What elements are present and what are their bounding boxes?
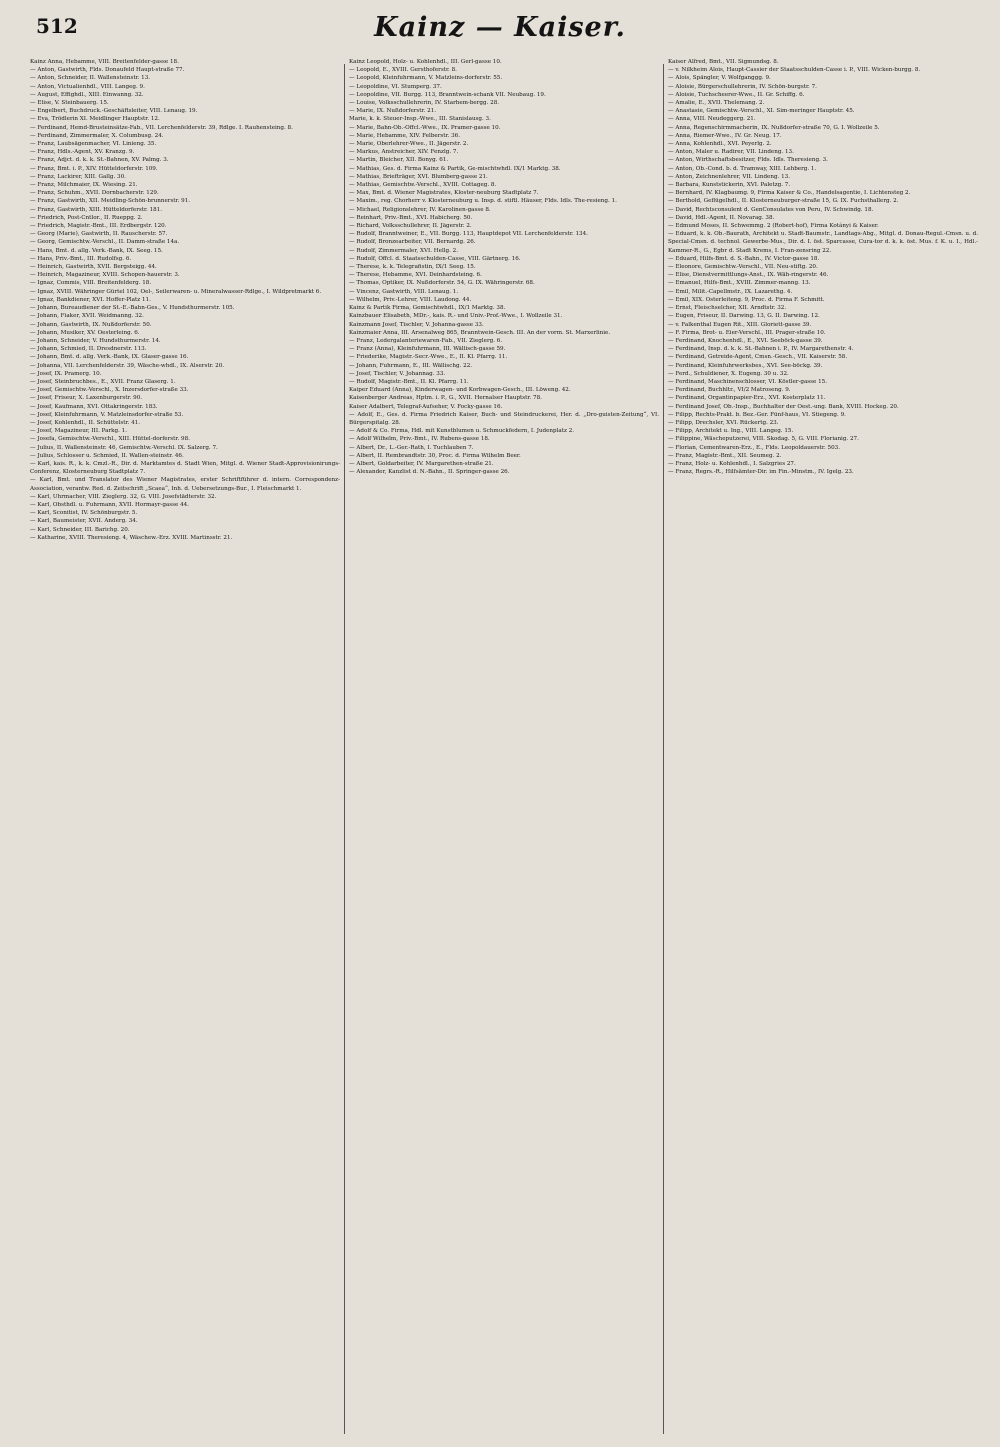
directory-entry: — Elise, Dienstvermittlungs-Anst., IX. Wäh-ringerstr. 46. (668, 272, 829, 279)
directory-entry: — Johann, Schneider, V. Hundsthurmerstr. 14. (30, 337, 161, 344)
directory-entry: — Marie, Bahn-Ob.-Offcl.-Wwe., IX. Pramer-gasse 10. (349, 124, 501, 131)
directory-column-1 (26, 58, 344, 1438)
directory-entry: — Max, Bmt. d. Wiener Magistrates, Kloster-neuburg Stadtplatz 7. (349, 190, 539, 197)
directory-entry: — Johann, Fuhrmann, E., III. Wällischg. 22. (349, 362, 473, 369)
directory-entry: — Franz (Anna), Kleinfuhrmann, III. Wällisch-gasse 59. (349, 346, 506, 353)
directory-entry: — Karl, Bmt. und Translator des Wiener Magistrates, erster Schriftführer d. intern. Correspondenz-Association, verantw. Red. d. Zeitschrift „Scaea“, Inh. d. Uebersetzungs-Bur., I. Fleischmarkt 1. (30, 477, 340, 492)
directory-entry: — Leopoldine, VII. Burgg. 113, Branntwein-schank VII. Neubaug. 19. (349, 91, 546, 98)
page-number: 512 (36, 14, 78, 38)
directory-entry: — Ferdinand, Zimmermaler, X. Columbusg. 24. (30, 132, 164, 139)
directory-entry: — Ferdinand, Maschinenschlosser, VI. Köstler-gasse 15. (668, 378, 828, 385)
directory-entry: — Franz, Schuhm., XVII. Dornbacherstr. 129. (30, 190, 159, 197)
directory-entry: — Anna, Regenschirmmacherin, IX. Nußdorfer-straße 70, G. I. Wollzeile 5. (668, 124, 880, 131)
directory-entry: — Emil, XIX. Osterleiteng. 9, Proc. d. Firma F. Schmitt. (668, 296, 825, 303)
directory-column-3 (664, 58, 982, 1438)
directory-entry: — Berthold, Geflügelhdl., II. Klosterneuburger-straße 15, G. IX. Fuchsthallerg. 2. (668, 198, 899, 205)
directory-entry: — Josef, IX. Pramerg. 10. (30, 370, 102, 377)
directory-entry: — Wilhelm, Priv.-Lehrer, VIII. Laudong. 44. (349, 296, 472, 303)
directory-entry: — Heinrich, Gastwirth, XVII. Bergsteigg. 44. (30, 264, 157, 271)
directory-entry: — Ferdinand, Organtinpapier-Erz., XVI. Kosterplatz 11. (668, 395, 826, 402)
directory-entry: — Ferdinand Josef, Ob.-Insp., Buchhalter der Oest.-ung. Bank, XVIII. Hockeg. 20. (668, 403, 899, 410)
directory-entry: — Josef, Tischler, V. Johannag. 33. (349, 370, 446, 377)
directory-entry: — Eduard, Hilfs-Bmt. d. S.-Bahn., IV. Victor-gasse 18. (668, 255, 820, 262)
directory-entry: — Marie, Oberlehrer-Wwe., II. Jägerstr. 2. (349, 141, 469, 148)
directory-entry: — Albert, Dr., L.-Ger.-Rath, I. Tuchlauben 7. (349, 444, 474, 451)
directory-entry: — Leopold, E., XVIII. Gersthoferstr. 8. (349, 67, 457, 74)
directory-entry: — Ferd., Schuldiener, X. Eugeng. 30 u. 32. (668, 370, 789, 377)
directory-entry: — Marie, IX. Nußdorferstr. 21. (349, 108, 437, 115)
directory-entry: — Vincenz, Gastwirth, VIII. Lenaug. 1. (349, 288, 459, 295)
directory-entry: — v. Nilkheim Alois, Haupt-Cassier der Staatsschulden-Casse i. P., VIII. Wicken-burgg. 8. (668, 67, 921, 74)
directory-entry: — Anton, Gastwirth, Flds. Donaufeld Haupt-straße 77. (30, 67, 185, 74)
directory-entry: — Emil, Milit.-Capellmstr., IX. Lazarethg. 4. (668, 288, 793, 295)
directory-entry: — Rudolf, Bronzearbeiter, VII. Bernardg. 26. (349, 239, 476, 246)
directory-entry: — Karl, Sconitist, IV. Schönburgstr. 5. (30, 510, 138, 517)
directory-entry: — David, Hdl.-Agent, II. Novarag. 38. (668, 214, 775, 221)
directory-entry: — Ferdinand, Hemd-Brusteinsätze-Fab., VII. Lerchenfelderstr. 39, Rdlge. I. Rauhensteing. 8. (30, 124, 293, 131)
directory-entry: — Karl, Obsthdl. u. Fuhrmann, XVII. Hormayr-gasse 44. (30, 501, 189, 508)
directory-entry: — Ferdinand, Getreide-Agent, Cmsn.-Gesch., VII. Kaiserstr. 58. (668, 354, 848, 361)
directory-entry: — Emanuel, Hilfs-Bmt., XVIII. Zimmer-manng. 13. (668, 280, 811, 287)
directory-entry: — Edmund Moses, II. Schwemmg. 2 (Robert-hof), Firma Kotányi & Kaiser. (668, 223, 879, 230)
directory-entry: — Franz, Ledergalanteriewaren-Fab., VII. Zieglerg. 6. (349, 337, 503, 344)
directory-entry: — Friedrich, Post-Cntlor., II. Rueppg. 2. (30, 214, 143, 221)
directory-entry: — Filipp, Architekt u. Ing., VIII. Langeg. 15. (668, 428, 794, 435)
directory-entry: — Friederike, Magistr.-Secr.-Wwe., E., II. Kl. Pfarrg. 11. (349, 354, 508, 361)
directory-entry: — Ferdinand, Buchhltr., VI/2 Matroseng. 9. (668, 387, 791, 394)
directory-entry: — Anton, Ob.-Cond. b. d. Tramway, XIII. Lehberg. 1. (668, 165, 817, 172)
directory-entry: — Leopoldine, VI. Stumperg. 37. (349, 83, 442, 90)
directory-entry: — Filippine, Wäscheputzerei, VIII. Skodag. 5, G. VIII. Florianig. 27. (668, 436, 859, 443)
directory-entry: — Eduard, k. k. Ob.-Baurath, Architekt u. Stadt-Baumstr., Landtags-Abg., Mitgl. d. Donau-Regul.-Cmsn. u. d. Special-Cmsn. d. technol. Gewerbe-Mus., Dir. d. I. öst. Sparcasse, Cura-tor d. k. k. öst. Mus. f. K. u. I., Hdl.-Kammer-R., G., Egbr d. Stadt Krems, I. Fran-zensring 22. (668, 231, 978, 254)
directory-entry: Kainzmann Josef, Tischler, V. Johanna-gasse 33. (349, 321, 484, 328)
directory-entry: — Adolf, E., Ges. d. Firma Friedrich Kaiser, Buch- und Steindruckerei, Her. d. „Dro-guisten-Zeitung“, VI. Bürgerspitalg. 28. (349, 411, 659, 426)
directory-entry: Kaisenberger Andreas, Hptm. i. P., G., XVII. Hernalser Hauptstr. 78. (349, 395, 542, 402)
page-header (0, 0, 1000, 60)
directory-entry: Kaiper Eduard (Anna), Kinderwagen- und Korbwagen-Gesch., III. Löweng. 42. (349, 387, 571, 394)
directory-entry: — Engelbert, Buchdruck.-Geschäftsleiter, VIII. Lenaug. 19. (30, 108, 198, 115)
directory-entry: — David, Rechtsconsulent d. GenConsulates von Peru, IV. Schwindg. 18. (668, 206, 874, 213)
directory-entry: — Albert, Goldarbeiter, IV. Margarethen-straße 21. (349, 460, 494, 467)
directory-entry: Kainz Leopold, Holz- u. Kohlenhdl., III. Gerl-gasse 10. (349, 59, 502, 65)
directory-columns (26, 58, 982, 1438)
directory-entry: — Ignaz, XVIII. Währinger Gürtel 102, Oel-, Seilerwaren- u. Mineralwasser-Rdlge., I. Wildpretmarkt 6. (30, 288, 322, 295)
directory-entry: — Aloisie, Bürgerschullehrerin, IV. Schön-burgstr. 7. (668, 83, 817, 90)
directory-entry: Kaiser Alfred, Bmt., VII. Sigmundsg. 8. (668, 59, 779, 65)
directory-entry: Marie, k. k. Steuer-Insp.-Wwe., III. Stanislausg. 3. (349, 116, 491, 123)
directory-entry: — Franz, Bmt. i. P., XIV. Hütteldorferstr. 109. (30, 165, 158, 172)
directory-entry: — Anastasie, Gemischtw.-Verschl., XI. Sim-meringer Hauptstr. 45. (668, 108, 855, 115)
directory-entry: — Filipp, Rechts-Prakt. b. Bez.-Ger. Fünf-haus, VI. Stiegeng. 9. (668, 411, 846, 418)
directory-entry: — Eleonore, Gemischtw.-Verschl., VII. Neu-stiftg. 20. (668, 264, 818, 271)
directory-entry: — Elise, V. Steinbauerg. 15. (30, 100, 109, 107)
directory-entry: — Markus, Anstreicher, XIV. Fenzlg. 7. (349, 149, 459, 156)
directory-entry: — Anton, Wirthschaftsbesitzer, Flds. Idls. Theresieng. 3. (668, 157, 828, 164)
directory-entry: — Michael, Religionslehrer, IV. Karolinen-gasse 8. (349, 206, 491, 213)
directory-entry: Kaiser Adalbert, Telegraf-Aufseher, V. Focky-gasse 16. (349, 403, 503, 410)
directory-entry: — Richard, Volksschullehrer, II. Jägerstr. 2. (349, 223, 472, 230)
directory-entry: — Heinrich, Magazineur, XVIII. Schopen-hauerstr. 3. (30, 272, 180, 279)
directory-entry: — Ignaz, Bankdiener, XVI. Hoffer-Platz 11. (30, 296, 151, 303)
directory-entry: — Josef, Magazineur, III. Parkg. 1. (30, 428, 128, 435)
directory-entry: — Josef, Kaufmann, XVI. Ottakringerstr. 183. (30, 403, 158, 410)
directory-entry: — Johanna, VII. Lerchenfelderstr. 39, Wäsche-whdl., IX. Alserstr. 20. (30, 362, 225, 369)
directory-entry: — Bernhard, IV. Klagbaumg. 9, Firma Kaiser & Co., Handelsagentie, I. Lichtensteg 2. (668, 190, 911, 197)
directory-entry: — Anna, VIII. Neudeggerg. 21. (668, 116, 756, 123)
directory-entry: — Leopold, Kleinfuhrmann, V. Matzleins-dorferstr. 55. (349, 75, 503, 82)
directory-entry: — Franz, Gastwirth, XIII. Hütteldorferstr. 181. (30, 206, 163, 213)
directory-entry: — Rudolf, Zimmermaler, XVI. Hellg. 2. (349, 247, 459, 254)
directory-entry: — Franz, Laubsägenmacher, VI. Linieng. 35. (30, 141, 157, 148)
directory-entry: — Franz, Regrs.-R., Hilfsämter-Dir. im Fin.-Minstm., IV. Igelg. 23. (668, 469, 854, 476)
directory-entry: — Louise, Volksschullehrerin, IV. Starhem-bergg. 28. (349, 100, 500, 107)
directory-entry: — Maxim., reg. Chorherr v. Klosterneuburg u. Insp. d. stiftl. Häuser, Flds. Idls. The-resieng. 1. (349, 198, 617, 205)
directory-entry: — Anton, Victualienhdl., VIII. Langeg. 9. (30, 83, 145, 90)
directory-entry: — Eva, Trödlerin XI. Meidlinger Hauptstr. 12. (30, 116, 160, 123)
directory-entry: — Franz, Holz- u. Kohlenhdl., I. Salzgries 27. (668, 460, 796, 467)
directory-entry: Kainzmaier Anna, III. Arsenalweg 865, Branntwein-Gesch. III. An der vorm. St. Marxerlinie. (349, 329, 611, 336)
directory-entry: — Hans, Bmt. d. allg. Verk.-Bank, IX. Seeg. 15. (30, 247, 163, 254)
directory-entry: — Josefa, Gemischtw.-Verschl., XIII. Hüttel-dorferstr. 98. (30, 436, 190, 443)
page-title: Kainz — Kaiser. (374, 12, 626, 43)
directory-entry: — Franz, Gastwirth, XII. Meidling-Schön-brunnerstr. 91. (30, 198, 191, 205)
directory-entry: — August, Effighdl., XIII. Einwanng. 32. (30, 91, 144, 98)
directory-entry: — Rudolf, Offcl. d. Staatsschulden-Casse, VIII. Gärtnerg. 16. (349, 255, 521, 262)
directory-entry: — Rudolf, Magistr.-Bmt., II. Kl. Pfarrg. 11. (349, 378, 469, 385)
directory-entry: — Ernst, Fleischselcher, XII. Arndtstr. 32. (668, 305, 787, 312)
directory-entry: — Josef, Steinbruchbes., E., XVII. Franz Glaserg. 1. (30, 378, 176, 385)
directory-entry: — Mathias, Ges. d. Firma Kainz & Partik, Ge-mischtwhdl. IX/1 Marktg. 38. (349, 165, 561, 172)
directory-entry: — Ferdinand, Knochenhdl., E., XVI. Seeböck-gasse 39. (668, 337, 823, 344)
directory-entry: — Mathias, Briefträger, XVI. Blumberg-gasse 21. (349, 173, 488, 180)
directory-entry: — Josef, Kleinfuhrmann, V. Matzleinsdorfer-straße 53. (30, 411, 184, 418)
directory-entry: — Franz, Magistr.-Bmt., XII. Seumeg. 2. (668, 452, 782, 459)
directory-entry: — Thomas, Optiker, IX. Nußdorferstr. 54, G. IX. Währingerstr. 68. (349, 280, 535, 287)
directory-entry: — Josef, Friseur, X. Laxenburgerstr. 90. (30, 395, 143, 402)
directory-entry: — Johann, Musiker, XV. Oesterleing. 6. (30, 329, 140, 336)
directory-entry: — Georg (Marie), Gastwirth, II. Rauscherstr. 57. (30, 231, 168, 238)
directory-entry: — v. Falkenthal Eugen Rit., XIII. Gloriett-gasse 39. (668, 321, 812, 328)
directory-entry: — Rudolf, Branntweiner, E., VII. Burgg. 113, Hauptdepot VII. Lerchenfelderstr. 134. (349, 231, 588, 238)
directory-entry: — Mathias, Gemischtw.-Verschl., XVIII. Cottageg. 8. (349, 182, 497, 189)
directory-entry: — Ferdinand, Insp. d. k. k. St.-Bahnen i. P., IV. Margarethenstr. 4. (668, 346, 854, 353)
directory-entry: — Franz, Hdls.-Agent, XV. Kranzg. 9. (30, 149, 135, 156)
directory-column-2 (345, 58, 663, 1438)
directory-entry: — Aloisie, Tuchscheerer-Wwe., II. Gr. Schiffg. 6. (668, 91, 805, 98)
directory-entry: — Anton, Maler u. Radirer, VII. Lindeng. 13. (668, 149, 794, 156)
directory-entry: — Katharine, XVIII. Theresieng. 4, Wäschew.-Erz. XVIII. Martinsstr. 21. (30, 534, 233, 541)
directory-entry: — Karl, kais. R., k. k. Cmzl.-R., Dir. d. Marktamtes d. Stadt Wien, Mitgl. d. Wiener Stadt-Approvisionirungs-Conferenz, Klosterneuburg Stadtplatz 7. (30, 460, 340, 476)
directory-entry: — Filipp, Drechsler, XVI. Rückertg. 23. (668, 419, 779, 426)
directory-entry: — Eugen, Friseur, II. Darwing. 13, G. II. Darwing. 12. (668, 313, 820, 320)
directory-entry: — Anna, Kohlenhdl., XVI. Peyerlg. 2. (668, 141, 772, 148)
directory-entry: — Karl, Schneider, III. Barichg. 20. (30, 526, 130, 533)
directory-entry: — Therese, k. k. Telegrafistin, IX/1 Seeg. 15. (349, 264, 476, 271)
directory-entry: — Anna, Riemer-Wwe., IV. Gr. Neug. 17. (668, 132, 782, 139)
directory-entry: — Martin, Bleicher, XII. Bonyg. 61. (349, 157, 449, 164)
directory-entry: — Anton, Zeichnenlehrer, VII. Lindeng. 13. (668, 173, 790, 180)
directory-entry: — Johann, Bureaudiener der St.-E.-Bahn-Ges., V. Hundsthurmerstr. 105. (30, 305, 235, 312)
directory-entry: — Franz, Milchmaier, IX. Wiesing. 21. (30, 182, 138, 189)
directory-entry: — Reinhart, Priv.-Bmt., XVI. Habicherg. 50. (349, 214, 473, 221)
directory-entry: Kainz Anna, Hebamme, VIII. Breitenfelder-gasse 18. (30, 59, 179, 65)
directory-entry: — Franz, Adjct. d. k. k. St.-Bahnen, XV. Palmg. 3. (30, 157, 169, 164)
directory-entry: — Amalie, E., XVII. Thelemang. 2. (668, 100, 765, 107)
directory-entry: — Florian, Cementwaren-Erz., E., Flds. Leopoldauerstr. 503. (668, 444, 840, 451)
directory-entry: — Franz, Lackirer, XIII. Gallg. 30. (30, 173, 126, 180)
directory-entry: — Therese, Hebamme, XVI. Deinhardsteing. 6. (349, 272, 482, 279)
directory-entry: — Johann, Schmied, II. Dresdnerstr. 113. (30, 346, 147, 353)
directory-entry: — Albert, II. Rembrandtstr. 30, Proc. d. Firma Wilhelm Beer. (349, 452, 521, 459)
directory-entry: — Adolf & Co. Firma, Hdl. mit Kunstblumen u. Schmuckfedern, I. Judenplatz 2. (349, 428, 575, 435)
directory-entry: — Josef, Kohlenhdl., II. Schüttelstr. 41. (30, 419, 140, 426)
directory-entry: — Adolf Wilhelm, Priv.-Bmt., IV. Rubens-gasse 18. (349, 436, 490, 443)
directory-entry: — Alexander, Kanzlist d. N.-Bahn., II. Springer-gasse 26. (349, 469, 510, 476)
directory-entry: — Ferdinand, Kleinfuhrwerksbes., XVI. See-böckg. 39. (668, 362, 823, 369)
directory-entry: — Johann, Gastwirth, IX. Nußdorferstr. 50. (30, 321, 152, 328)
directory-entry: — Julius, II. Wallensteinstr. 46, Gemischtw.-Verschl. IX. Salzerg. 7. (30, 444, 218, 451)
directory-entry: — Georg, Gemischtw.-Verschl., II. Damm-straße 14a. (30, 239, 180, 246)
directory-entry: — Karl, Uhrmacher, VIII. Zieglerg. 32, G. VIII. Josefstädterstr. 32. (30, 493, 217, 500)
directory-entry: Kainzbauer Elisabeth, MDr.-, kais. R.- und Univ.-Prof.-Wwe., I. Wollzeile 31. (349, 313, 563, 320)
directory-entry: — Julius, Schlosser u. Schmied, II. Wallen-steinstr. 46. (30, 452, 184, 459)
directory-entry: — Friedrich, Magistr.-Bmt., III. Erdbergstr. 120. (30, 223, 167, 230)
directory-entry: — Johann, Fiaker, XVII. Weidmanng. 32. (30, 313, 144, 320)
directory-entry: Kainz & Partik Firma, Gemischtwhdl., IX/1 Marktg. 38. (349, 305, 506, 312)
directory-entry: — Johann, Bmt. d. allg. Verk.-Bank, IX. Glaser-gasse 16. (30, 354, 189, 361)
directory-entry: — Karl, Baumeister, XVII. Anderg. 34. (30, 518, 138, 525)
directory-entry: — Hans, Priv.-Bmt., III. Rudolfsg. 6. (30, 255, 132, 262)
directory-entry: — Anton, Schneider, II. Wallensteinstr. 13. (30, 75, 151, 82)
directory-entry: — Josef, Gemischtw.-Verschl., X. Inzersdorfer-straße 33. (30, 387, 189, 394)
directory-entry: — F. Firma, Brot- u. Eier-Verschl., III. Prager-straße 10. (668, 329, 826, 336)
directory-entry: — Marie, Hebamme, XIV. Felberstr. 36. (349, 132, 461, 139)
directory-entry: — Barbara, Kunststickerin, XVI. Paletzg. 7. (668, 182, 791, 189)
directory-entry: — Alois, Spängler, V. Wolfganggg. 9. (668, 75, 771, 82)
directory-entry: — Ignaz, Commis, VIII. Breitenfelderg. 18. (30, 280, 152, 287)
